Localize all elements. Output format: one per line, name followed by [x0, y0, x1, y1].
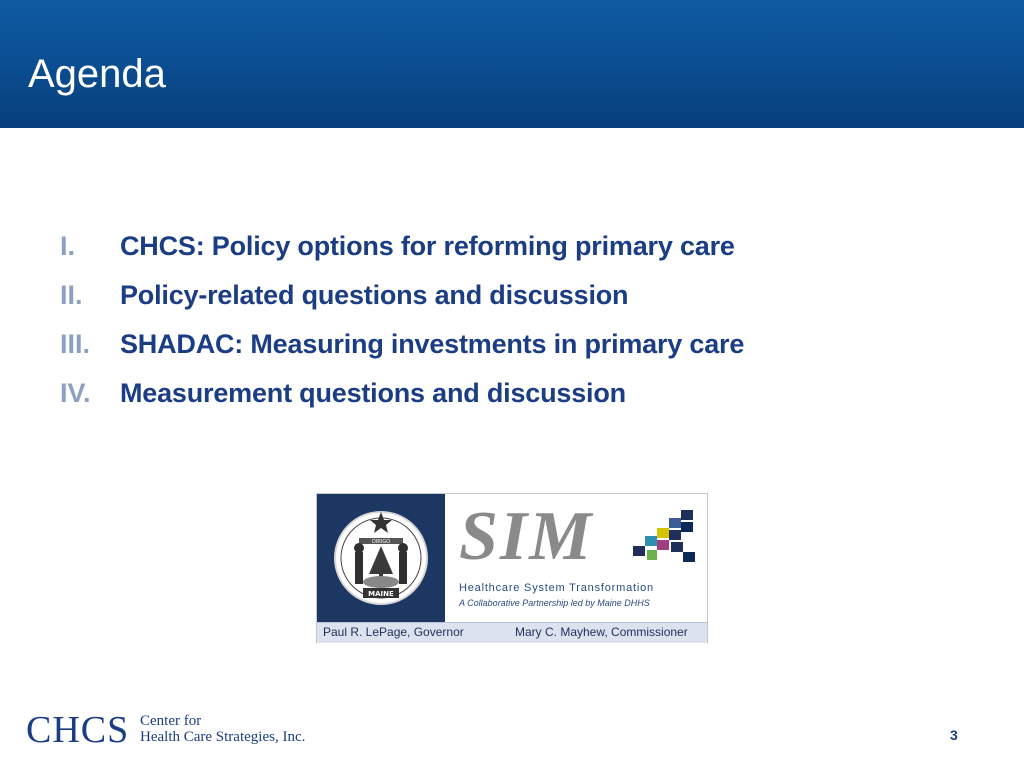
- agenda-item: [60, 222, 744, 271]
- agenda-item: [60, 369, 744, 418]
- agenda-item-number: III.: [60, 329, 91, 359]
- chcs-name-line1: Center for: [140, 713, 202, 729]
- sim-subtitle: Healthcare System Transformation: [459, 582, 654, 594]
- sim-officials-bar: [317, 622, 707, 643]
- agenda-list: [60, 222, 744, 418]
- agenda-item-text: SHADAC: Measuring investments in primary care: [120, 329, 745, 359]
- agenda-item-text: Measurement questions and discussion: [120, 378, 626, 408]
- agenda-item-number: II.: [60, 280, 83, 310]
- sim-wordmark: SIM: [459, 498, 594, 575]
- chcs-logo-name: [140, 713, 305, 745]
- governor-label: Paul R. LePage, Governor: [323, 625, 464, 639]
- maine-seal-panel: [317, 494, 445, 622]
- maine-seal-icon: [329, 502, 433, 614]
- agenda-item: [60, 271, 744, 320]
- chcs-logo-letters: CHCS: [26, 709, 130, 751]
- svg-text:DIRIGO: DIRIGO: [371, 539, 391, 545]
- commissioner-label: Mary C. Mayhew, Commissioner: [515, 625, 688, 639]
- sim-maine-logo: [316, 493, 708, 643]
- agenda-item-text: CHCS: Policy options for reforming primary care: [120, 231, 735, 261]
- agenda-item-text: Policy-related questions and discussion: [120, 280, 629, 310]
- sim-mosaic-icon: [631, 510, 697, 564]
- sim-brand-panel: [445, 494, 707, 622]
- agenda-item-number: IV.: [60, 378, 91, 408]
- chcs-name-line2: Health Care Strategies, Inc.: [140, 729, 306, 745]
- sim-tagline: A Collaborative Partnership led by Maine DHHS: [459, 598, 650, 608]
- agenda-item: [60, 320, 744, 369]
- svg-text:MAINE: MAINE: [368, 590, 394, 598]
- page-number: 3: [950, 727, 958, 743]
- slide-title: Agenda: [28, 52, 166, 96]
- title-bar: [0, 0, 1024, 128]
- agenda-item-number: I.: [60, 231, 76, 261]
